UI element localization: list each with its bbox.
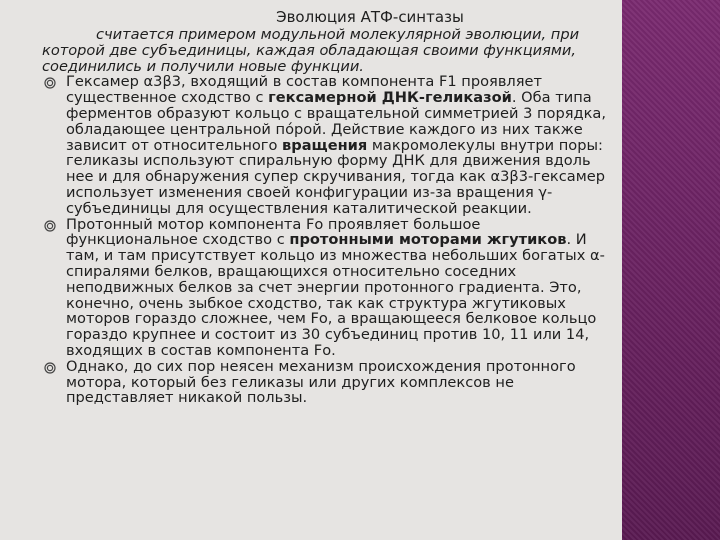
decorative-side-bar (622, 0, 720, 540)
ring-bullet-icon (44, 362, 56, 374)
bullet-item (42, 359, 608, 406)
slide-title: Эволюция АТФ-синтазы (276, 8, 464, 26)
bullet-text: . И там, и там присутствует кольцо из множества небольших богатых α-спиралями белков, вращающихся относительно соседних неподвижных белков за счет энергии протонного градиента. Это, конечно, очень зыбкое сходство, так как структура жгутиковых моторов гораздо сложнее, чем Fо, а вращающееся белковое кольцо гораздо крупнее и состоит из 30 субъединиц против 10, 11 или 14, входящих в состав компонента Fо. (66, 231, 605, 359)
bold-term: гексамерной ДНК-геликазой (268, 89, 512, 107)
bullet-list (42, 74, 608, 406)
ring-bullet-icon (44, 220, 56, 232)
bold-term: вращения (282, 136, 368, 154)
bullet-item (42, 217, 608, 359)
bullet-text: макромолекулы внутри поры: геликазы используют спиральную форму ДНК для движения вдоль нее и для обнаружения супер скручивания, тогда как α3β3-гексамер использует изменения своей конфигурации из-за вращения γ-субъединицы для осуществления каталитической реакции. (66, 136, 605, 217)
bold-term: протонными моторами жгутиков (289, 231, 567, 249)
bullet-text: Гексамер α3β3, входящий в состав компонента F1 проявляет существенное сходство с (66, 73, 543, 107)
bullet-item (42, 74, 608, 216)
ring-bullet-icon (44, 77, 56, 89)
bullet-text: Протонный мотор компонента Fо проявляет большое функциональное сходство с (66, 215, 481, 249)
bullet-text: Однако, до сих пор неясен механизм происхождения протонного мотора, который без геликазы или других комплексов не представляет никакой пользы. (66, 357, 576, 407)
slide-content (42, 8, 608, 406)
intro-text: считается примером модульной молекулярной эволюции, при которой две субъединицы, каждая обладающая своими функциями, соединились и получили новые функции. (42, 26, 580, 75)
bullet-text: . Оба типа ферментов образуют кольцо с вращательной симметрией 3 порядка, обладающее центральной по́рой. Действие каждого из них также зависит от относительного (66, 89, 606, 154)
